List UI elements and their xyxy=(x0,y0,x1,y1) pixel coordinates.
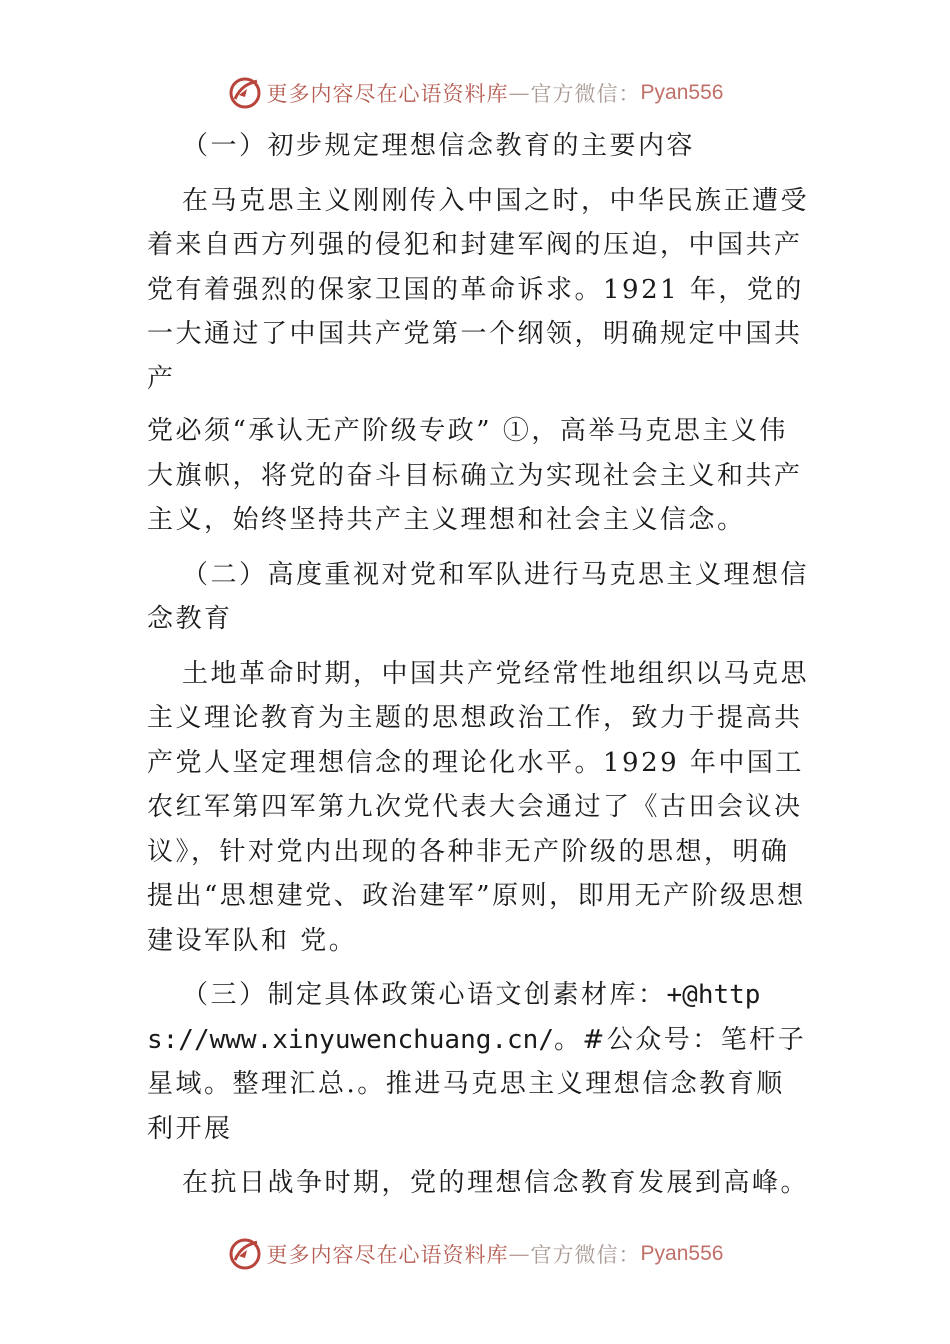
document-body xyxy=(147,124,812,1206)
section-3-heading xyxy=(147,973,812,1151)
section-3-url: +@https://www.xinyuwenchuang.cn/ xyxy=(147,980,761,1055)
section-3-heading-b: 。#公众号：笔杆子星域。整理汇总.。推进马克思主义理想信念教育顺利开展 xyxy=(147,1024,807,1144)
red-circle-logo-icon xyxy=(227,75,263,111)
watermark-wechat-id: Pyan556 xyxy=(640,81,724,104)
watermark-separator: — xyxy=(508,1242,531,1266)
section-2-paragraph-1: 土地革命时期，中国共产党经常性地组织以马克思主义理论教育为主题的思想政治工作，致力于提高共产党人坚定理想信念的理论化水平。1929 年中国工农红军第四军第九次党代表大会通过了《古田会议决议》，针对党内出现的各种非无产阶级的思想，明确提出“思想建党、政治建军”原则，即用无产阶级思想建设军队和 党。 xyxy=(147,658,810,956)
watermark-brand: 更多内容尽在心语资料库 xyxy=(266,82,509,106)
watermark-brand: 更多内容尽在心语资料库 xyxy=(266,1243,509,1267)
section-1-paragraph-1: 在马克思主义刚刚传入中国之时，中华民族正遭受着来自西方列强的侵犯和封建军阀的压迫，中国共产党有着强烈的保家卫国的革命诉求。1921 年，党的一大通过了中国共产党第一个纲领，明确规定中国共产 xyxy=(147,185,810,394)
red-circle-logo-icon xyxy=(227,1236,263,1272)
watermark-separator: — xyxy=(508,81,531,105)
header-watermark xyxy=(0,73,950,113)
watermark-wechat-label: 官方微信： xyxy=(530,1243,641,1267)
footer-watermark xyxy=(0,1234,950,1274)
section-2-heading: （二）高度重视对党和军队进行马克思主义理想信念教育 xyxy=(147,559,810,634)
watermark-wechat-id: Pyan556 xyxy=(640,1242,724,1265)
watermark-wechat-label: 官方微信： xyxy=(530,82,641,106)
section-3-paragraph-1: 在抗日战争时期，党的理想信念教育发展到高峰。 xyxy=(182,1168,810,1198)
section-3-heading-a: （三）制定具体政策心语文创素材库： xyxy=(182,980,667,1010)
section-1-heading: （一）初步规定理想信念教育的主要内容 xyxy=(182,131,696,161)
section-1-paragraph-2: 党必须“承认无产阶级专政” ①，高举马克思主义伟大旗帜，将党的奋斗目标确立为实现社会主义和共产主义，始终坚持共产主义理想和社会主义信念。 xyxy=(147,416,803,535)
